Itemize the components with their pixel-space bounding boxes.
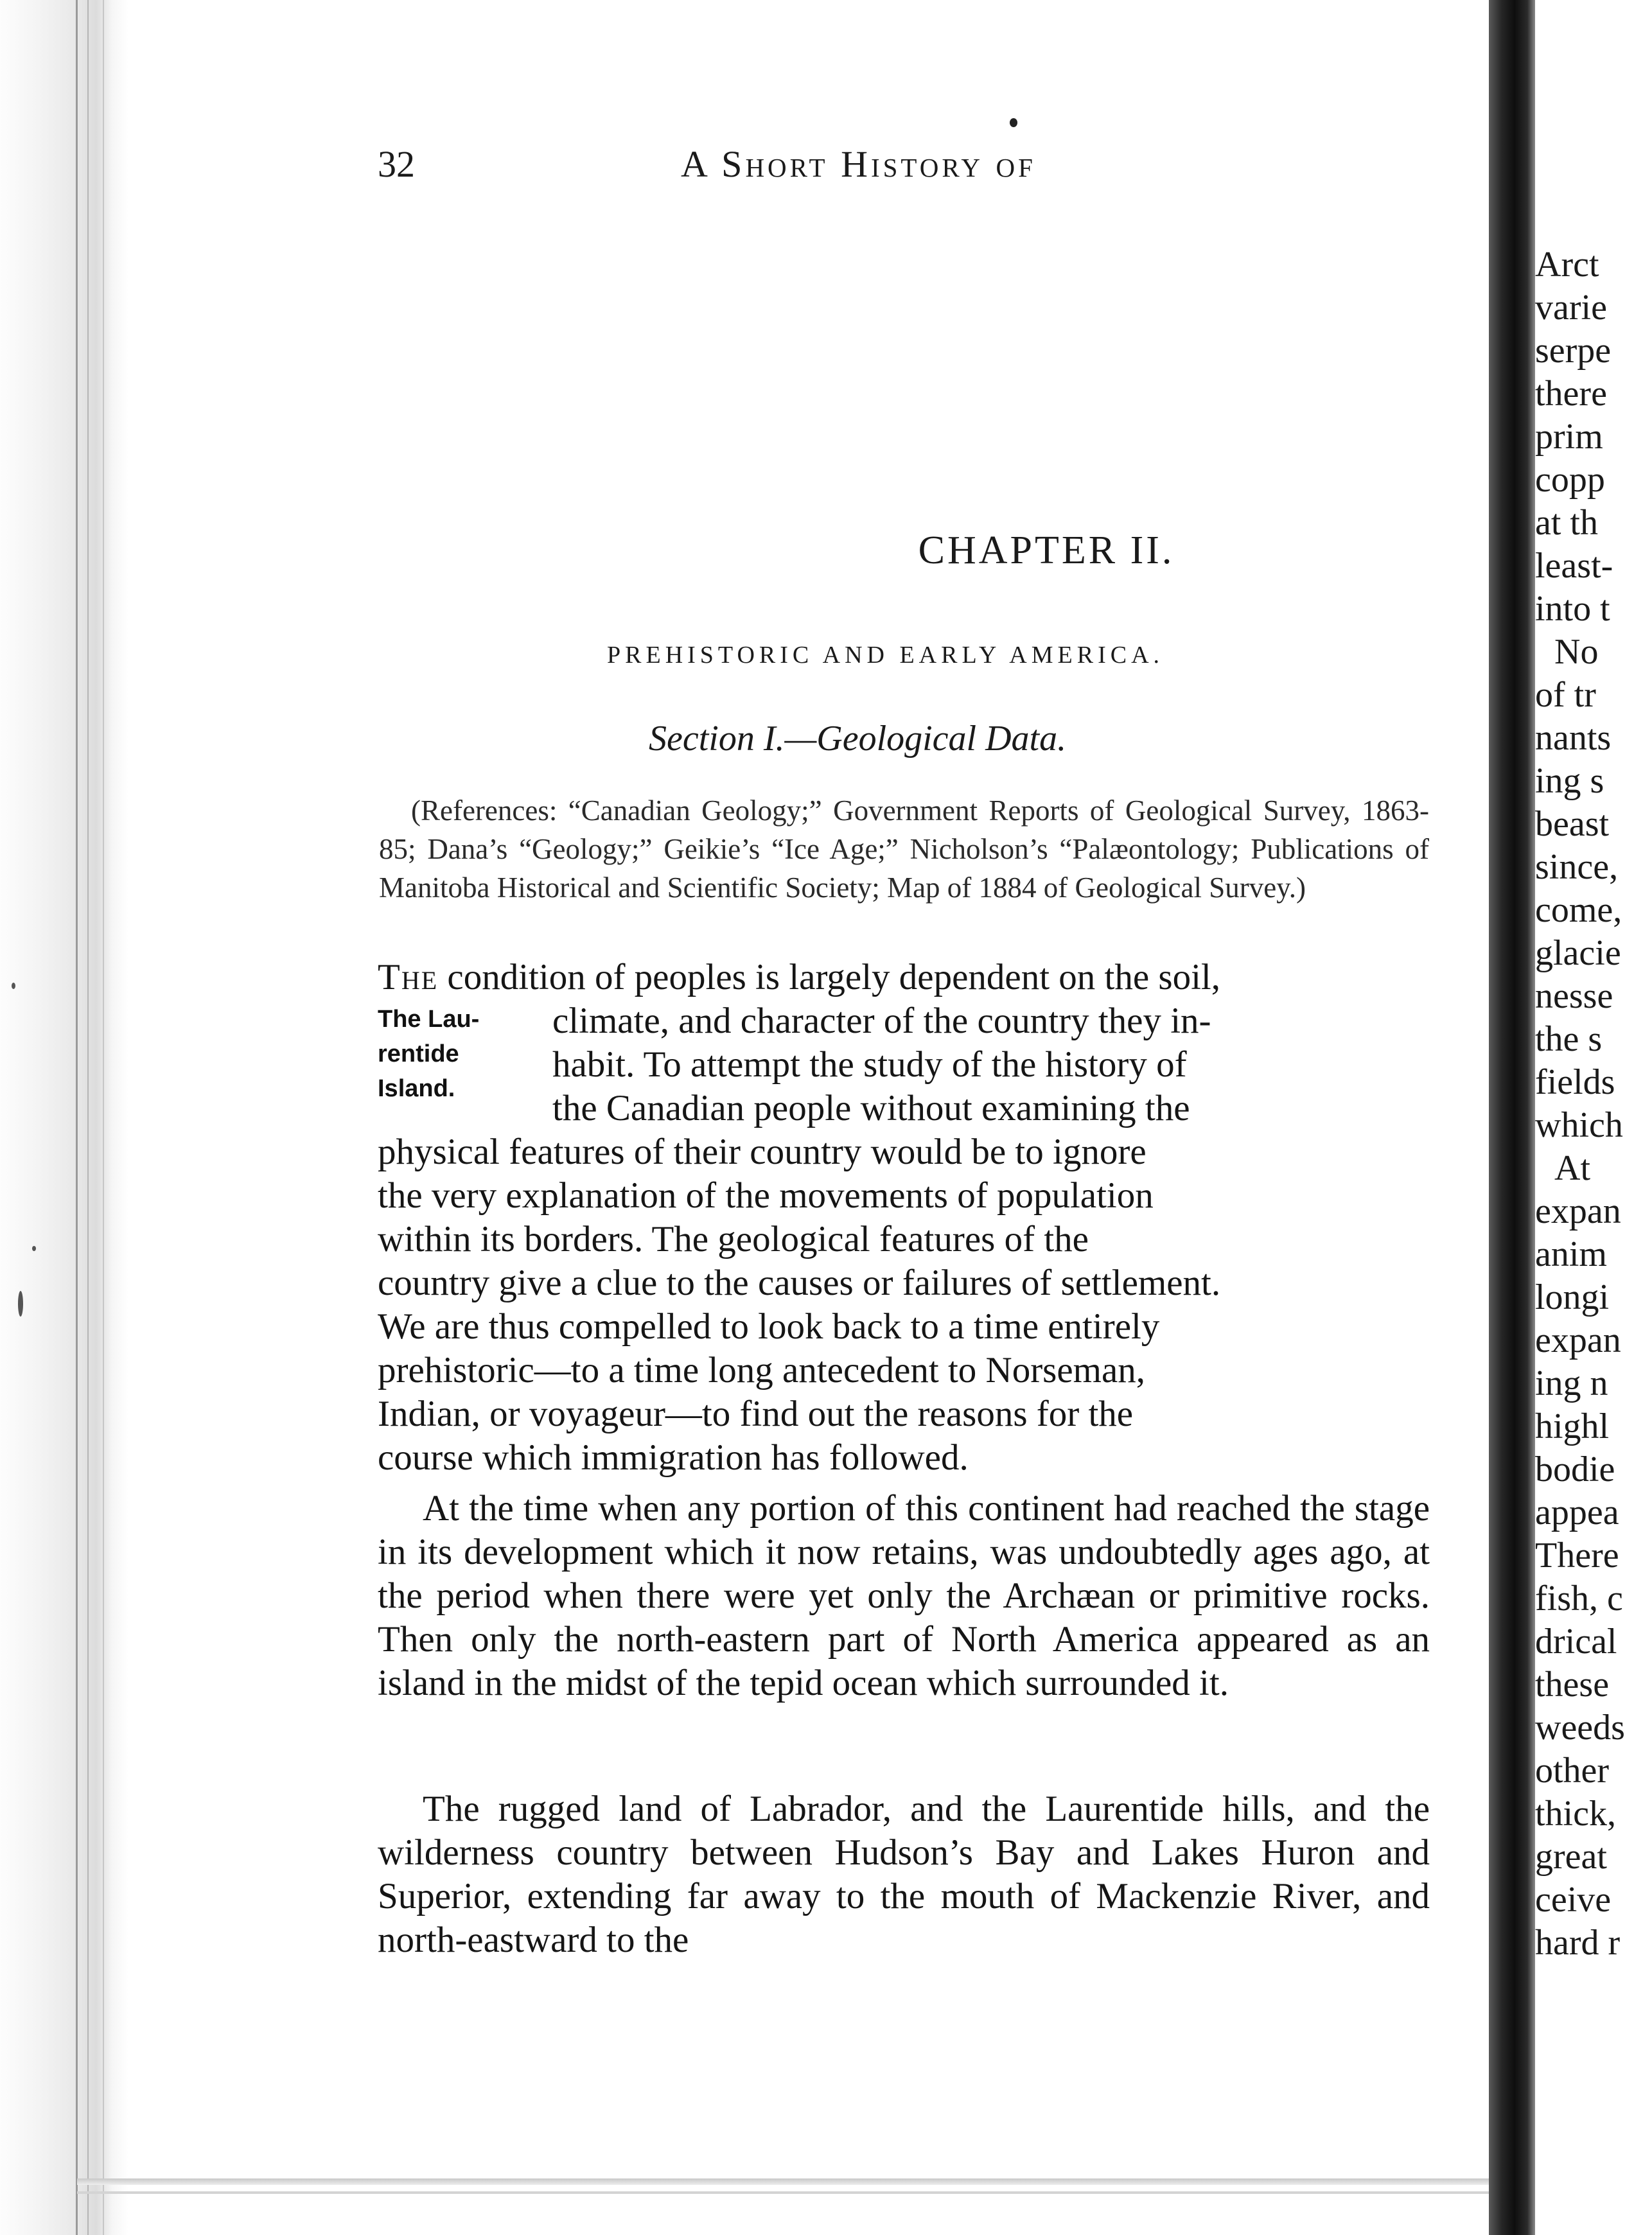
facing-page-line: glacie	[1535, 933, 1621, 973]
facing-page-line: the s	[1535, 1019, 1603, 1059]
facing-page-line: No	[1554, 632, 1599, 672]
facing-page-line: serpe	[1535, 331, 1612, 371]
facing-page-line: other	[1535, 1751, 1610, 1791]
page-number: 32	[378, 143, 415, 185]
paragraph-2: At the time when any portion of this continent had reached the stage in its development which it now retains, was undoubtedly ages ago, at the period when there were yet only the Archæan or primitive rocks. Then only the north-eastern part of North America appeared as an island in the midst of the tepid ocean which surrounded it.	[378, 1488, 1430, 1703]
ink-mark	[1010, 118, 1017, 127]
facing-page-line: nesse	[1535, 976, 1613, 1016]
facing-page-line: longi	[1535, 1277, 1610, 1317]
facing-page-line: weeds	[1535, 1708, 1625, 1748]
paragraph-line: course which immigration has followed.	[378, 1437, 969, 1478]
facing-page-line: ing n	[1535, 1363, 1608, 1403]
facing-page-line: at th	[1535, 503, 1598, 543]
paragraph-line: prehistoric—to a time long antecedent to Norseman,	[378, 1350, 1146, 1390]
facing-page-line: At	[1554, 1148, 1590, 1188]
scan-speck	[12, 983, 15, 989]
facing-page-line: since,	[1535, 847, 1619, 887]
facing-page-line: ceive	[1535, 1880, 1612, 1920]
paragraph-3: The rugged land of Labrador, and the Laurentide hills, and the wilderness country between Hudson’s Bay and Lakes Huron and Superior, extending far away to the mouth of Mackenzie River, and north-eastward to the	[378, 1789, 1430, 1960]
paragraph-line: Indian, or voyageur—to find out the reasons for the	[378, 1394, 1134, 1434]
facing-page-line: copp	[1535, 460, 1605, 500]
references-note: (References: “Canadian Geology;” Government Reports of Geological Survey, 1863-85; Dana’s “Geology;” Geikie’s “Ice Age;” Nicholson’s “Palæontology; Publications of Manitoba Historical and Scientific Society; Map of 1884 of Geological Survey.)	[379, 794, 1429, 904]
facing-page	[1535, 0, 1652, 2235]
chapter-title-text: CHAPTER II.	[918, 529, 1175, 572]
facing-page-line: there	[1535, 374, 1607, 414]
paragraph-line: the Canadian people without examining the	[552, 1088, 1190, 1128]
facing-page-line: hard r	[1535, 1923, 1621, 1963]
facing-page-line: which	[1535, 1105, 1623, 1145]
margin-note-line: The Lau-	[378, 1006, 480, 1033]
facing-page-line: ing s	[1535, 761, 1604, 801]
paragraph-line: the very explanation of the movements of population	[378, 1175, 1154, 1216]
paragraph-line: physical features of their country would be to ignore	[378, 1132, 1147, 1172]
facing-page-line: expan	[1535, 1191, 1621, 1231]
margin-note-line: rentide	[378, 1040, 459, 1067]
facing-page-line: Arct	[1535, 245, 1599, 285]
book-spine-shadow	[1489, 0, 1535, 2235]
facing-page-line: highl	[1535, 1407, 1610, 1446]
paragraph-line: habit. To attempt the study of the history of	[552, 1044, 1187, 1085]
facing-page-line: expan	[1535, 1320, 1621, 1360]
paragraph-line: climate, and character of the country they in-	[552, 1001, 1211, 1041]
facing-page-line: into t	[1535, 589, 1610, 629]
facing-page-line: these	[1535, 1665, 1610, 1705]
facing-page-line: anim	[1535, 1234, 1607, 1274]
facing-page-line: varie	[1535, 288, 1607, 328]
facing-page-line: nants	[1535, 718, 1612, 758]
facing-page-line: appea	[1535, 1493, 1619, 1532]
running-head: A Short History of	[681, 143, 1036, 185]
facing-page-line: fish, c	[1535, 1579, 1623, 1618]
scan-speck	[32, 1246, 36, 1251]
paragraph-line: within its borders. The geological features of the	[378, 1219, 1089, 1259]
chapter-title	[0, 528, 1489, 574]
facing-page-line: fields	[1535, 1062, 1615, 1102]
paragraph-line: country give a clue to the causes or failures of settlement.	[378, 1263, 1221, 1303]
facing-page-line: come,	[1535, 890, 1622, 930]
section-heading: Section I.—Geological Data.	[649, 719, 1067, 758]
drop-word: The	[378, 957, 439, 997]
facing-page-line: bodie	[1535, 1450, 1615, 1489]
line-text: condition of peoples is largely dependent on the soil,	[447, 957, 1221, 997]
facing-page-line: drical	[1535, 1622, 1617, 1661]
facing-page-line: great	[1535, 1837, 1607, 1877]
chapter-subtitle: PREHISTORIC AND EARLY AMERICA.	[607, 642, 1164, 669]
facing-page-line: beast	[1535, 804, 1610, 844]
facing-page-line: of tr	[1535, 675, 1596, 715]
facing-page-line: There	[1535, 1536, 1619, 1575]
paragraph-line	[378, 956, 1430, 999]
margin-note-line: Island.	[378, 1075, 455, 1102]
facing-page-line: thick,	[1535, 1794, 1616, 1834]
paragraph-1	[378, 956, 1430, 1480]
scan-speck	[18, 1291, 23, 1317]
paragraph-line: We are thus compelled to look back to a time entirely	[378, 1306, 1160, 1347]
facing-page-line: prim	[1535, 417, 1603, 457]
facing-page-line: least-	[1535, 546, 1613, 586]
